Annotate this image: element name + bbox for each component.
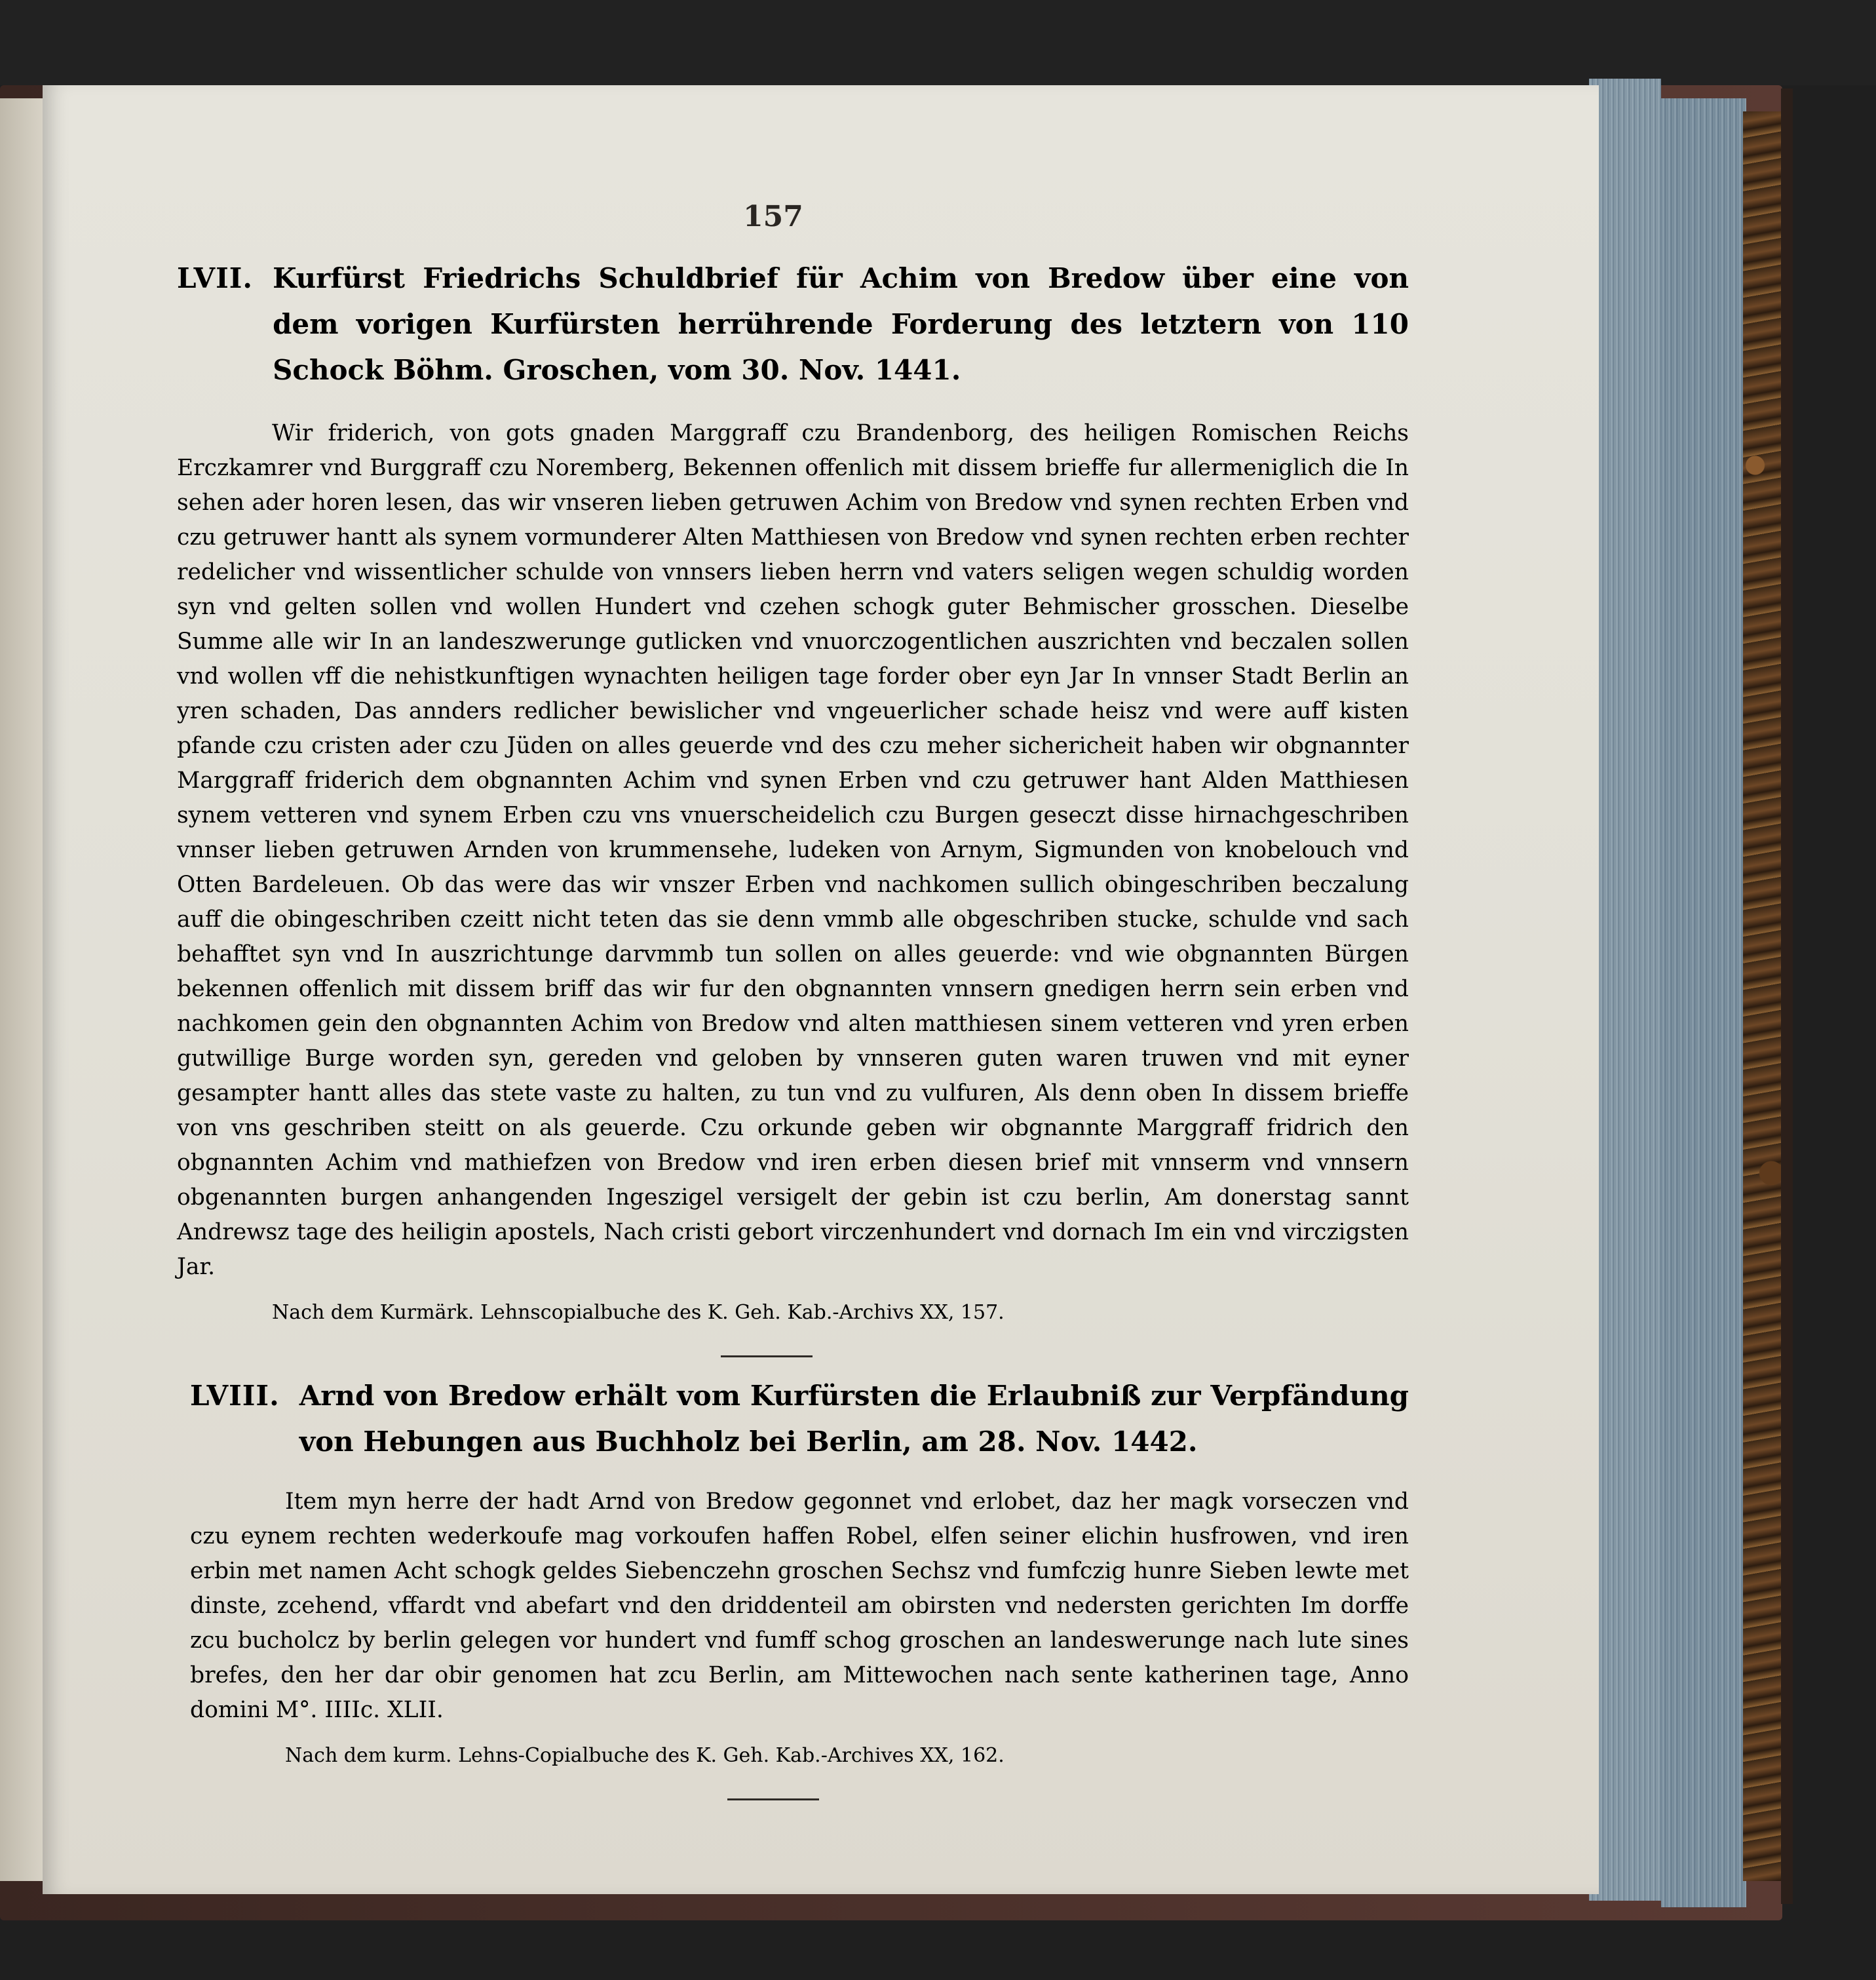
source-note: Nach dem kurm. Lehns-Copialbuche des K. Geh. Kab.-Archives XX, 162. bbox=[285, 1744, 1005, 1767]
cover-edge bbox=[1781, 88, 1793, 1904]
document-body: Item myn herre der hadt Arnd von Bredow gegonnet vnd erlobet, daz her magk vorseczen vnd czu eynem rechten wederkoufe mag vorkoufen haffen Robel, elfen seiner elichin husfrowen, vnd iren erbin met namen Acht schogk geldes Siebenczehn groschen Sechsz vnd fumfczig hunre Sieben lewte met dinste, zcehend, vffardt vnd abefart vnd den driddenteil am obirsten vnd nedersten gerichten Im dorffe zcu bucholcz by berlin gelegen vor hundert vnd fumff schog groschen an landeswerunge nach lute sines brefes, den her dar obir genomen hat zcu Berlin, am Mittewochen nach sente katherinen tage, Anno domini M°. IIIIc. XLII. bbox=[190, 1488, 1409, 1723]
section-heading bbox=[190, 1373, 1409, 1465]
section-title: Kurfürst Friedrichs Schuldbrief für Achim von Bredow über eine von dem vorigen Kurfürsten herrührende Forderung des letztern von 110 Schock Böhm. Groschen, vom 30. Nov. 1441. bbox=[273, 262, 1409, 386]
page-block-edge bbox=[1661, 98, 1746, 1907]
dark-background bbox=[0, 0, 1876, 85]
section-divider bbox=[727, 1798, 819, 1800]
document-section-lvii bbox=[177, 256, 1409, 1357]
marbled-endpaper bbox=[1743, 111, 1784, 1881]
section-divider bbox=[721, 1355, 813, 1357]
section-heading bbox=[177, 256, 1409, 393]
document-section-lviii bbox=[190, 1373, 1409, 1800]
source-note: Nach dem Kurmärk. Lehnscopialbuche des K. Geh. Kab.-Archivs XX, 157. bbox=[272, 1301, 1005, 1324]
section-title: Arnd von Bredow erhält vom Kurfürsten die Erlaubniß zur Verpfändung von Hebungen aus Buchholz bei Berlin, am 28. Nov. 1442. bbox=[299, 1380, 1409, 1458]
page-stack-edge bbox=[1589, 79, 1661, 1901]
page-number: 157 bbox=[743, 200, 803, 233]
section-number: LVIII. bbox=[190, 1380, 280, 1412]
section-number: LVII. bbox=[177, 262, 254, 294]
document-body: Wir friderich, von gots gnaden Marggraff czu Brandenborg, des heiligen Romischen Reichs Erczkamrer vnd Burggraff czu Noremberg, Bekennen offenlich mit dissem brieffe fur allermeniglich die In sehen ader horen lesen, das wir vnseren lieben getruwen Achim von Bredow vnd synen rechten Erben vnd czu getruwer hantt als synem vormunderer Alten Matthiesen von Bredow vnd synen rechten erben rechter redelicher vnd wissentlicher schulde von vnnsers lieben herrn vnd vaters seligen wegen schuldig worden syn vnd gelten sollen vnd wollen Hundert vnd czehen schogk guter Behmischer grosschen. Dieselbe Summe alle wir In an landeszwerunge gutlicken vnd vnuorczogentlichen auszrichten vnd beczalen sollen vnd wollen vff die nehistkunftigen wynachten heiligen tage forder ober eyn Jar In vnnser Stadt Berlin an yren schaden, Das annders redlicher bewislicher vnd vngeuerlicher schade heisz vnd were auff kisten pfande czu cristen ader czu Jüden on alles geuerde vnd des czu meher sichericheit haben wir obgnannter Marggraff friderich dem obgnannten Achim vnd synen Erben vnd czu getruwer hant Alden Matthiesen synem vetteren vnd synem Erben czu vns vnuerscheidelich czu Burgen geseczt disse hirnachgeschriben vnnser lieben getruwen Arnden von krummensehe, ludeken von Arnym, Sigmunden von knobelouch vnd Otten Bardeleuen. Ob das were das wir vnszer Erben vnd nachkomen sullich obingeschriben beczalung auff die obingeschriben czeitt nicht teten das sie denn vmmb alle obgeschriben stucke, schulde vnd sach behafftet syn vnd In auszrichtunge darvmmb tun sollen on alles geuerde: vnd wie obgnannten Bürgen bekennen offenlich mit dissem briff das wir fur den obgnannten vnnsern gnedigen herrn sein erben vnd nachkomen gein den obgnannten Achim von Bredow vnd alten matthiesen sinem vetteren vnd yren erben gutwillige Burge worden syn, gereden vnd geloben by vnnseren guten waren truwen vnd mit eyner gesampter hantt alles das stete vaste zu halten, zu tun vnd zu vulfuren, Als denn oben In dissem brieffe von vns geschriben steitt on als geuerde. Czu orkunde geben wir obgnannte Marggraff fridrich den obgnannten Achim vnd mathiefzen von Bredow vnd iren erben diesen brief mit vnnserm vnd vnnsern obgenannten burgen anhangenden Ingeszigel versigelt der gebin ist czu berlin, Am donerstag sannt Andrewsz tage des heiligin apostels, Nach cristi gebort virczenhundert vnd dornach Im ein vnd virczigsten Jar. bbox=[177, 420, 1409, 1280]
